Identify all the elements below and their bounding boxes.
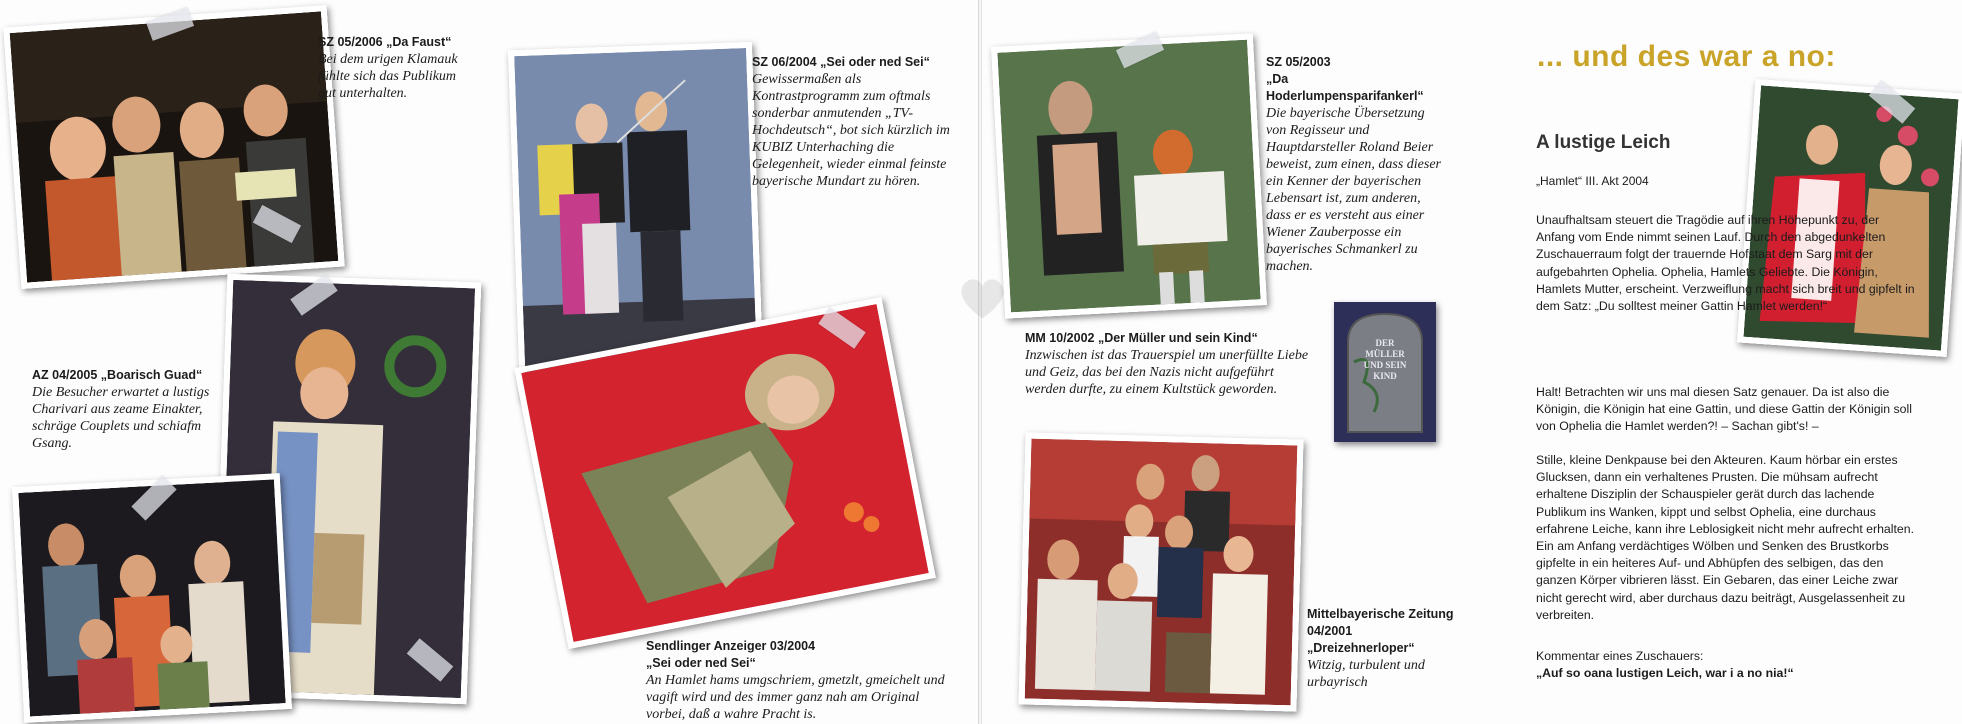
caption-text: Witzig, turbulent und urbayrisch	[1307, 658, 1425, 690]
caption-sei-oder-ned-sei	[752, 54, 952, 190]
photo-dreizehnerloper	[1018, 432, 1303, 711]
caption-text: Die bayerische Übersetzung von Regisseur und Hauptdarsteller Roland Beier beweist, zum einen, dass dieser ein Kenner der bayerischen Lebensart ist, zum anderen, dass er es versteht aus einer Wiener Zauberposse ein bayerisches Schmankerl zu machen.	[1266, 106, 1441, 274]
caption-text: Inzwischen ist das Trauerspiel um unerfüllte Liebe und Geiz, das bei den Nazis nicht aufgeführt werden durfte, zu einem Kultstück geworden.	[1025, 348, 1309, 397]
article-title: A lustige Leich	[1536, 132, 1671, 153]
caption-text: Bei dem urigen Klamauk fühlte sich das Publikum gut unterhalten.	[318, 52, 458, 101]
tombstone-line: MÜLLER	[1365, 349, 1405, 359]
article-quote-intro: Kommentar eines Zuschauers:	[1536, 649, 1704, 663]
caption-text: Die Besucher erwartet a lustigs Charivari aus zeame Einakter, schräge Couplets und schiafm Gsang.	[32, 385, 210, 451]
article-subtitle: „Hamlet“ III. Akt 2004	[1536, 174, 1649, 188]
tombstone-line: KIND	[1373, 371, 1397, 381]
article-paragraph-2: Halt! Betrachten wir uns mal diesen Satz genauer. Da ist also die Königin, die Königin hat eine Gattin, und diese Gattin der Königin soll von Ophelia die Hamlet werden?! – Sachan gibt's! –	[1536, 385, 1912, 434]
caption-dreizehnerloper	[1307, 606, 1457, 691]
heart-stamp-icon	[955, 270, 1010, 325]
caption-source: Mittelbayerische Zeitung 04/2001	[1307, 607, 1454, 638]
caption-title: „Da Hoderlumpensparifankerl“	[1266, 72, 1424, 103]
caption-sendlinger	[646, 638, 951, 723]
caption-title: „Dreizehnerloper“	[1307, 641, 1415, 655]
caption-title: „Sei oder ned Sei“	[646, 656, 756, 670]
caption-hoderlump	[1266, 54, 1441, 275]
caption-source: SZ 06/2004 „Sei oder ned Sei“	[752, 55, 930, 69]
caption-source: MM 10/2002 „Der Müller und sein Kind“	[1025, 331, 1258, 345]
photo-hoderlumpensparifankerl	[991, 33, 1267, 318]
tombstone-image	[1334, 302, 1436, 442]
caption-source: SZ 05/2003	[1266, 55, 1331, 69]
tombstone-line: UND SEIN	[1363, 360, 1407, 370]
tombstone-line: DER	[1375, 338, 1395, 348]
caption-da-faust	[318, 34, 468, 102]
article-quote: „Auf so oana lustigen Leich, war i a no nia!“	[1536, 666, 1794, 680]
caption-text: Gewissermaßen als Kontrastprogramm zum oftmals sonderbar anmutenden „TV-Hochdeutsch“, bot sich kürzlich im KUBIZ Unterhaching die Gelegenheit, wieder einmal feinste bayerische Mundart zu hören.	[752, 72, 950, 189]
caption-boarisch-guad	[32, 367, 217, 452]
caption-source: AZ 04/2005 „Boarisch Guad“	[32, 368, 203, 382]
article-paragraph-3: Stille, kleine Denkpause bei den Akteuren. Kaum hörbar ein erstes Glucksen, dann ein verhaltenes Prusten. Die mühsam aufrecht erhaltene Disziplin der Schauspieler gerät durch das lachende Publikum ins Wanken, kippt und selbst Ophelia, eine durchaus erfahrene Leiche, kann ihre Leblosigkeit nicht mehr aufrecht erhalten. Ein am Anfang verdächtiges Wölben und Senken des Brustkorbs gipfelte in ein heiteres Auf- und Abhüpfen des selbigen, das den ganzen Körper vibrieren lässt. Ein Gebaren, das einer Leiche zwar nicht gerecht wird, aber durchaus dazu beiträgt, Ausgelassenheit zu verbreiten.	[1536, 453, 1915, 622]
caption-source: Sendlinger Anzeiger 03/2004	[646, 639, 816, 653]
article-paragraph-1: Unaufhaltsam steuert die Tragödie auf ihren Höhepunkt zu, der Anfang vom Ende nimmt seinen Lauf. Durch den abgedunkelten Zuschauerraum folgt der trauernde Hofstaat dem Sarg mit der aufgebahrten Ophelia. Ophelia, Hamlets Geliebte. Die Königin, Hamlets Mutter, erscheint. Verzweiflung macht sich breit und gipfelt in dem Satz: „Du solltest meiner Gattin Hamlet werden!“	[1536, 213, 1915, 314]
section-headline: ... und des war a no:	[1537, 40, 1836, 73]
caption-text: An Hamlet hams umgschriem, gmetzlt, gmeichelt und vagift wird und des immer ganz nah am Original vorbei, daß a wahre Pracht is.	[646, 673, 945, 722]
caption-mueller	[1025, 330, 1315, 398]
photo-da-faust	[3, 5, 344, 289]
caption-source: SZ 05/2006 „Da Faust“	[318, 35, 452, 49]
